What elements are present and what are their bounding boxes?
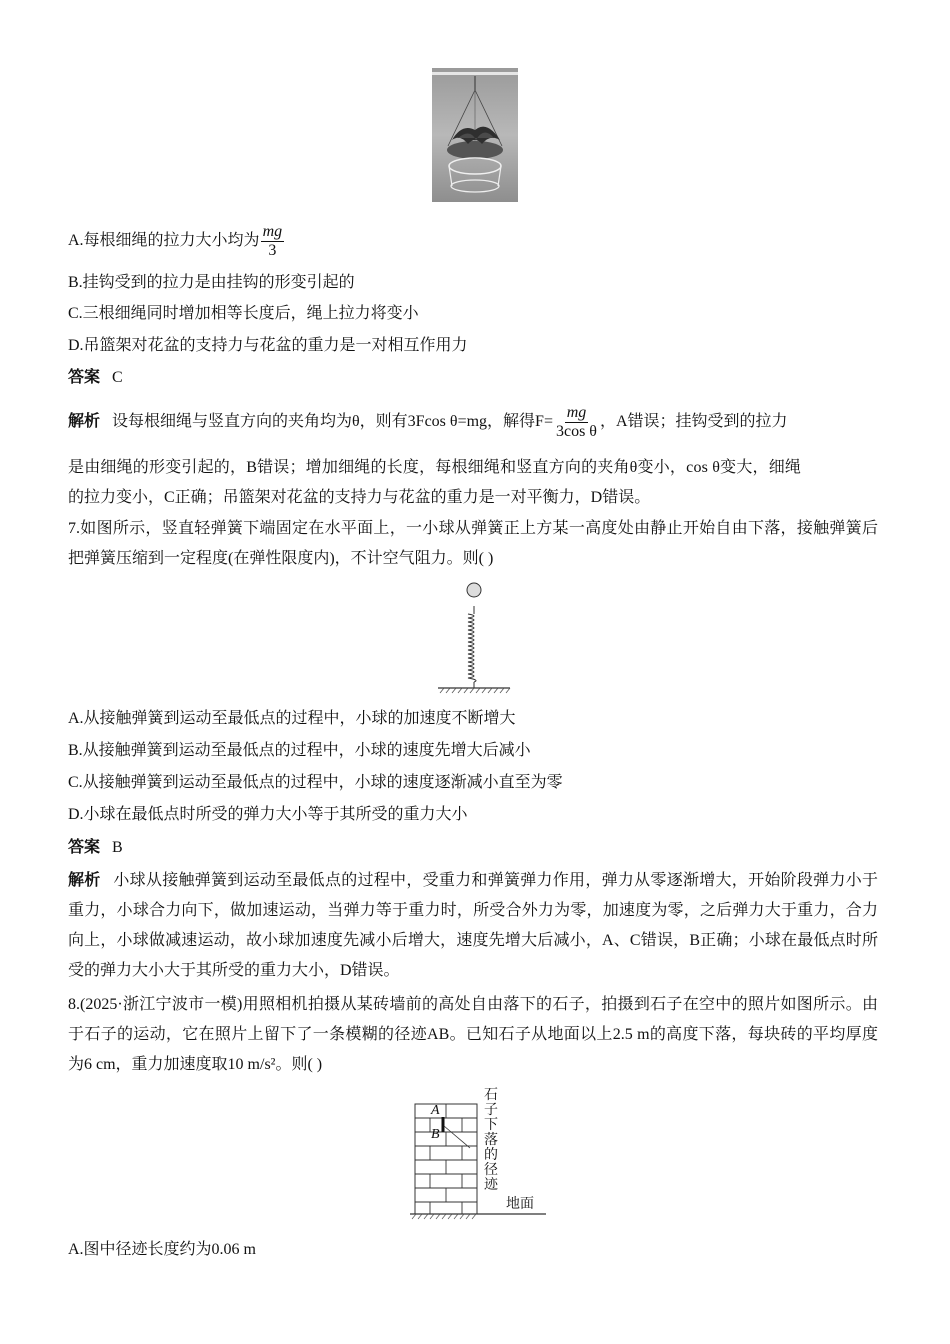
q6-option-d: D.吊篮架对花盆的支持力与花盆的重力是一对相互作用力	[68, 337, 468, 354]
fraction-denominator: 3	[268, 241, 277, 259]
analysis-label: 解析	[68, 872, 101, 889]
hanging-basket-photo	[432, 68, 518, 202]
fraction-numerator: mg	[566, 403, 587, 421]
q6-analysis-line-2: 是由细绳的形变引起的，B错误；增加细绳的长度，每根细绳和竖直方向的夹角θ变小，cos θ变大，细绳	[68, 459, 802, 476]
q6-analysis-line-3: 的拉力变小，C正确；吊篮架对花盆的支持力与花盆的重力是一对平衡力，D错误。	[68, 489, 651, 506]
fraction-mg-over-3	[261, 223, 285, 260]
q6-option-b: B.挂钩受到的拉力是由挂钩的形变引起的	[68, 274, 355, 291]
analysis-label: 解析	[68, 413, 101, 430]
analysis-text: 设每根细绳与竖直方向的夹角均为θ，则有3Fcos θ=mg，解得F=	[112, 413, 553, 430]
brick-wall-diagram	[410, 1088, 550, 1222]
figure-label-a: A	[431, 1103, 440, 1118]
q7-option-b: B.从接触弹簧到运动至最低点的过程中，小球的速度先增大后减小	[68, 742, 531, 759]
q6-option-c: C.三根细绳同时增加相等长度后，绳上拉力将变小	[68, 305, 419, 322]
q7-option-a: A.从接触弹簧到运动至最低点的过程中，小球的加速度不断增大	[68, 710, 516, 727]
q8-stem: 8.(2025·浙江宁波市一模)用照相机拍摄从某砖墙前的高处自由落下的石子，拍摄到石子在空中的照片如图所示。由于石子的运动，它在照片上留下了一条模糊的径迹AB。已知石子从地面以上2.5 m的高度下落，每块砖的平均厚度为6 cm，重力加速度取10 m/s²。则( )	[68, 996, 878, 1073]
q7-option-c: C.从接触弹簧到运动至最低点的过程中，小球的速度逐渐减小直至为零	[68, 774, 563, 791]
q6-answer	[68, 368, 123, 388]
q8-option-a: A.图中径迹长度约为0.06 m	[68, 1241, 257, 1258]
q7-stem: 7.如图所示，竖直轻弹簧下端固定在水平面上，一小球从弹簧正上方某一高度处由静止开始自由下落，接触弹簧后把弹簧压缩到一定程度(在弹性限度内)，不计空气阻力。则( )	[68, 520, 878, 567]
q7-answer	[68, 838, 123, 858]
figure-label-vertical: 石子下落的径迹	[484, 1088, 498, 1193]
analysis-text: 小球从接触弹簧到运动至最低点的过程中，受重力和弹簧弹力作用，弹力从零逐渐增大，开始阶段弹力小于重力，小球合力向下，做加速运动，当弹力等于重力时，所受合外力为零，加速度为零，之后弹力大于重力，合力向上，小球做减速运动，故小球加速度先减小后增大，速度先增大后减小，A、C错误，B正确；小球在最低点时所受的弹力大小大于其所受的重力大小，D错误。	[68, 872, 878, 979]
fraction-force	[554, 404, 599, 441]
q6-option-a-text: A.每根细绳的拉力大小均为	[68, 232, 260, 249]
fraction-denominator: 3cos θ	[555, 422, 597, 440]
fraction-numerator: mg	[262, 222, 283, 240]
answer-label: 答案	[68, 839, 101, 856]
answer-label: 答案	[68, 369, 101, 386]
figure-label-b: B	[431, 1127, 440, 1142]
analysis-text: ，A错误；挂钩受到的拉力	[599, 413, 788, 430]
q7-analysis	[68, 866, 878, 986]
q6-analysis-line-1	[68, 400, 788, 444]
answer-value: C	[112, 369, 123, 386]
answer-value: B	[112, 839, 123, 856]
q6-option-a	[68, 218, 285, 264]
spring-ball-diagram	[436, 580, 512, 698]
figure-label-ground: 地面	[506, 1197, 534, 1212]
q7-option-d: D.小球在最低点时所受的弹力大小等于其所受的重力大小	[68, 806, 468, 823]
